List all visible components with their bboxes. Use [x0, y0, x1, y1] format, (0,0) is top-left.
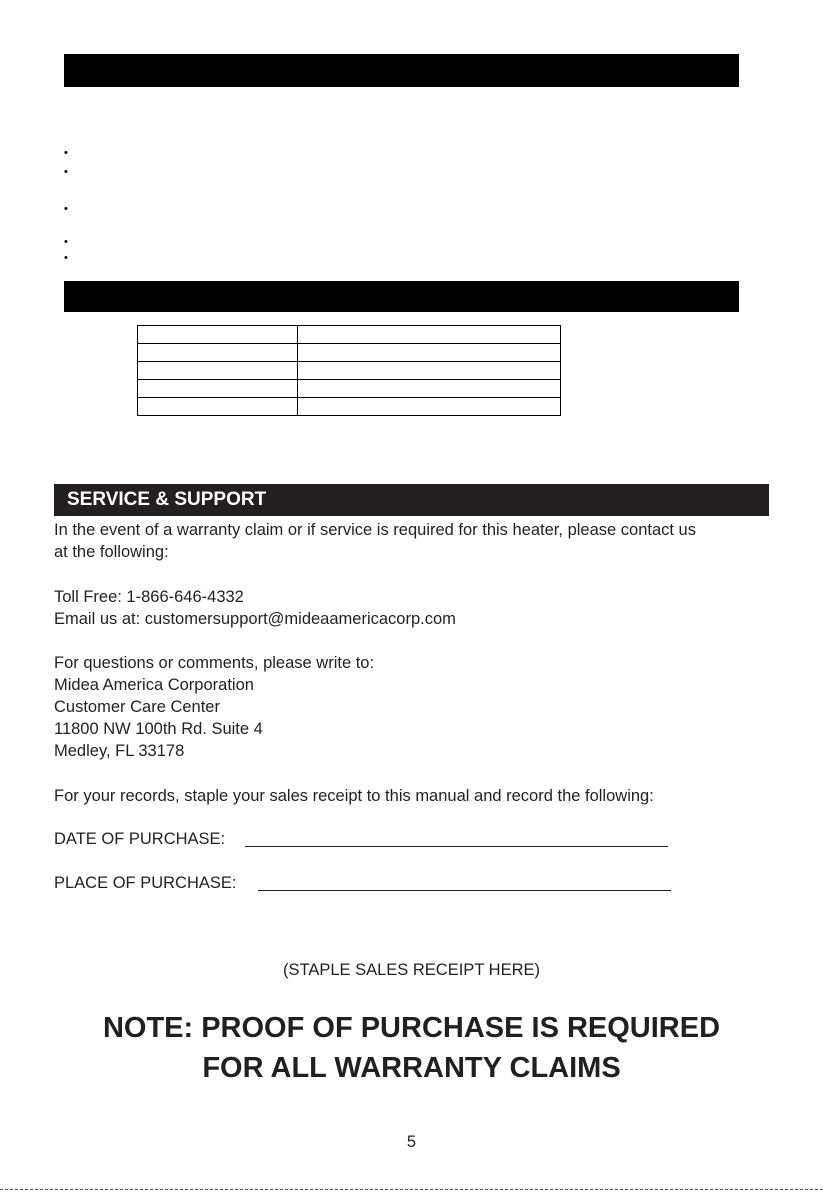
- bullet: •: [64, 203, 68, 215]
- table-row: [138, 344, 561, 362]
- table-cell: [298, 362, 561, 380]
- intro-text: at the following:: [54, 543, 169, 561]
- address-line: Medley, FL 33178: [54, 742, 185, 760]
- redacted-section-header: [64, 281, 739, 312]
- table-cell: [298, 326, 561, 344]
- table-cell: [138, 326, 298, 344]
- staple-receipt-text: (STAPLE SALES RECEIPT HERE): [282, 961, 541, 979]
- place-of-purchase-label: PLACE OF PURCHASE:: [54, 874, 237, 892]
- table-cell: [298, 344, 561, 362]
- service-support-heading: SERVICE & SUPPORT: [54, 484, 769, 516]
- place-of-purchase-line: [258, 890, 671, 891]
- table-row: [138, 362, 561, 380]
- table-cell: [298, 398, 561, 416]
- table-row: [138, 326, 561, 344]
- warranty-note: FOR ALL WARRANTY CLAIMS: [202, 1052, 621, 1084]
- bullet: •: [64, 147, 68, 159]
- date-of-purchase-line: [245, 846, 668, 847]
- table-row: [138, 380, 561, 398]
- records-instruction: For your records, staple your sales receipt to this manual and record the following:: [54, 787, 654, 805]
- address-line: Customer Care Center: [54, 698, 220, 716]
- page-number: 5: [406, 1133, 417, 1151]
- address-line: Midea America Corporation: [54, 676, 254, 694]
- date-of-purchase-label: DATE OF PURCHASE:: [54, 830, 226, 848]
- page-bottom-border: [0, 1189, 823, 1190]
- table-cell: [138, 380, 298, 398]
- warranty-note: NOTE: PROOF OF PURCHASE IS REQUIRED: [102, 1012, 721, 1044]
- bullet: •: [64, 166, 68, 178]
- write-to-text: For questions or comments, please write to:: [54, 654, 375, 672]
- redacted-section-header: [64, 54, 739, 87]
- intro-text: In the event of a warranty claim or if service is required for this heater, please contact us: [54, 521, 696, 539]
- table-cell: [138, 344, 298, 362]
- table-cell: [298, 380, 561, 398]
- address-line: 11800 NW 100th Rd. Suite 4: [54, 720, 263, 738]
- table-cell: [138, 362, 298, 380]
- support-email: Email us at: customersupport@mideaamericacorp.com: [54, 610, 456, 628]
- bullet: •: [64, 252, 68, 264]
- bullet: •: [64, 236, 68, 248]
- table-row: [138, 398, 561, 416]
- table-cell: [138, 398, 298, 416]
- toll-free-number: Toll Free: 1-866-646-4332: [54, 588, 244, 606]
- spec-table: [137, 325, 561, 416]
